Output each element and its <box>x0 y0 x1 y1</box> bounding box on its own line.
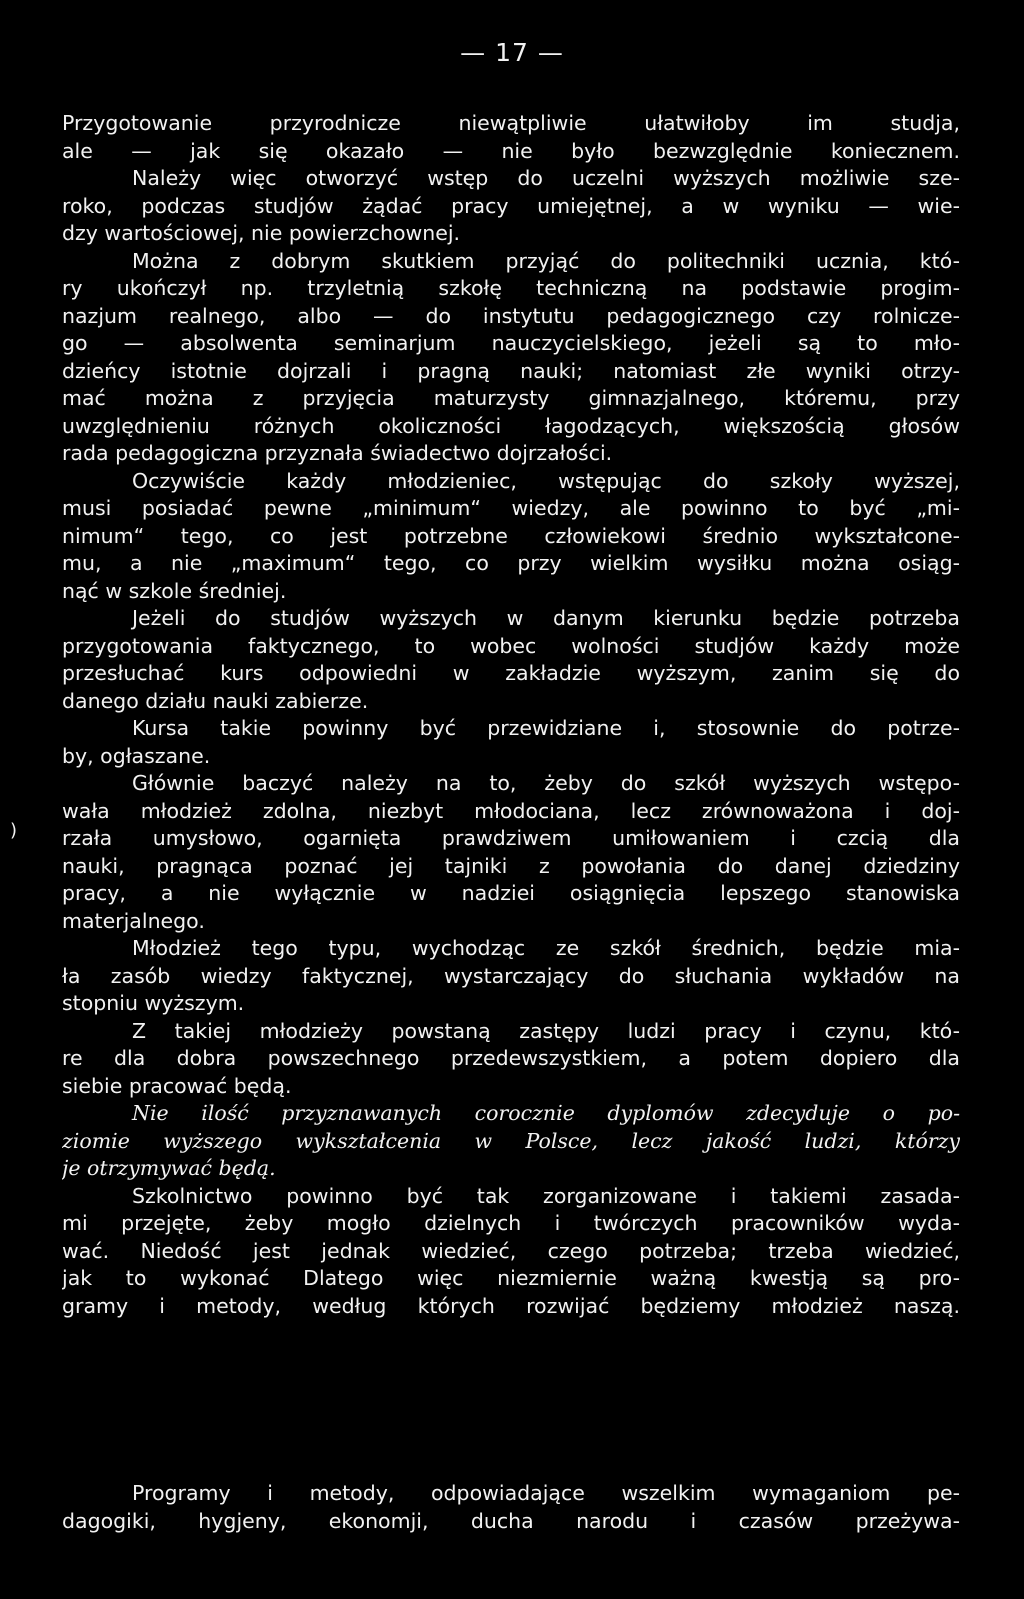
text-line: nimum“ tego, co jest potrzebne człowiekowi średnio wykształcone- <box>62 523 960 548</box>
text-line: pracy, a nie wyłącznie w nadziei osiągnięcia lepszego stanowiska <box>62 881 960 905</box>
text-line: dzy wartościowej, nie powierzchownej. <box>62 221 461 245</box>
text-line: nazjum realnego, albo — do instytutu pedagogicznego czy rolnicze- <box>62 303 960 328</box>
italic-line: je otrzymywać będą. <box>62 1156 276 1180</box>
text-line: dzieńcy istotnie dojrzali i pragną nauki; natomiast złe wyniki otrzy- <box>62 358 960 383</box>
text-line: wać. Niedość jest jednak wiedzieć, czego potrzeba; trzeba wiedzieć, <box>62 1238 960 1263</box>
text-line: Można z dobrym skutkiem przyjąć do politechniki ucznia, któ- <box>132 248 960 273</box>
text-line: mać można z przyjęcia maturzysty gimnazjalnego, któremu, przy <box>62 386 960 410</box>
text-line: siebie pracować będą. <box>62 1073 292 1098</box>
text-line: materjalnego. <box>62 908 205 933</box>
text-line: Przygotowanie przyrodnicze niewątpliwie ułatwiłoby im studja, <box>62 111 960 135</box>
text-line: by, ogłaszane. <box>62 743 211 768</box>
text-line: Szkolnictwo powinno być tak zorganizowane i takiemi zasada- <box>132 1183 960 1208</box>
footer-text <box>62 1480 960 1535</box>
italic-line: Nie ilość przyznawanych corocznie dyplomów zdecyduje o po- <box>132 1101 960 1125</box>
text-line: Głównie baczyć należy na to, żeby do szkół wyższych wstępo- <box>132 771 960 795</box>
page-number: — 17 — <box>460 38 564 67</box>
text-line: Jeżeli do studjów wyższych w danym kierunku będzie potrzeba <box>132 606 960 630</box>
text-line: rada pedagogiczna przyznała świadectwo dojrzałości. <box>62 441 613 465</box>
text-line: ła zasób wiedzy faktycznej, wystarczający do słuchania wykładów na <box>62 963 960 988</box>
text-line: gramy i metody, według których rozwijać będziemy młodzież naszą. <box>62 1293 960 1318</box>
text-line: jak to wykonać Dlatego więc niezmiernie ważną kwestją są pro- <box>62 1266 960 1290</box>
margin-mark: ) <box>10 820 18 841</box>
text-line: ry ukończył np. trzyletnią szkołę techniczną na podstawie progim- <box>62 276 960 300</box>
text-line: uwzględnieniu różnych okoliczności łagodzących, większością głosów <box>62 413 960 438</box>
text-line: Oczywiście każdy młodzieniec, wstępując do szkoły wyższej, <box>132 468 960 493</box>
text-line: rzała umysłowo, ogarnięta prawdziwem umiłowaniem i czcią dla <box>62 826 960 850</box>
body-text <box>62 110 960 1320</box>
text-line: Programy i metody, odpowiadające wszelkim wymaganiom pe- <box>132 1481 960 1505</box>
text-line: ale — jak się okazało — nie było bezwzględnie koniecznem. <box>62 138 960 163</box>
text-line: Należy więc otworzyć wstęp do uczelni wyższych możliwie sze- <box>132 166 960 190</box>
text-line: danego działu nauki zabierze. <box>62 688 369 713</box>
text-line: Z takiej młodzieży powstaną zastępy ludzi pracy i czynu, któ- <box>132 1018 960 1043</box>
text-line: roko, podczas studjów żądać pracy umiejętnej, a w wyniku — wie- <box>62 193 960 218</box>
text-line: przesłuchać kurs odpowiedni w zakładzie wyższym, zanim się do <box>62 661 960 685</box>
text-line: go — absolwenta seminarjum nauczycielskiego, jeżeli są to mło- <box>62 331 960 355</box>
text-line: nąć w szkole średniej. <box>62 578 287 603</box>
text-line: nauki, pragnąca poznać jej tajniki z powołania do danej dziedziny <box>62 853 960 878</box>
text-line: Młodzież tego typu, wychodząc ze szkół średnich, będzie mia- <box>132 936 960 960</box>
text-line: stopniu wyższym. <box>62 991 245 1015</box>
text-line: Kursa takie powinny być przewidziane i, stosownie do potrze- <box>132 716 960 740</box>
text-line: musi posiadać pewne „minimum“ wiedzy, ale powinno to być „mi- <box>62 496 960 520</box>
text-line: dagogiki, hygjeny, ekonomji, ducha narodu i czasów przeżywa- <box>62 1508 960 1533</box>
text-line: mu, a nie „maximum“ tego, co przy wielkim wysiłku można osiąg- <box>62 551 960 575</box>
italic-line: ziomie wyższego wykształcenia w Polsce, lecz jakość ludzi, którzy <box>62 1128 960 1153</box>
text-line: wała młodzież zdolna, niezbyt młodociana, lecz zrównoważona i doj- <box>62 798 960 823</box>
text-line: przygotowania faktycznego, to wobec wolności studjów każdy może <box>62 633 960 658</box>
text-line: re dla dobra powszechnego przedewszystkiem, a potem dopiero dla <box>62 1046 960 1070</box>
text-line: mi przejęte, żeby mogło dzielnych i twórczych pracowników wyda- <box>62 1211 960 1235</box>
